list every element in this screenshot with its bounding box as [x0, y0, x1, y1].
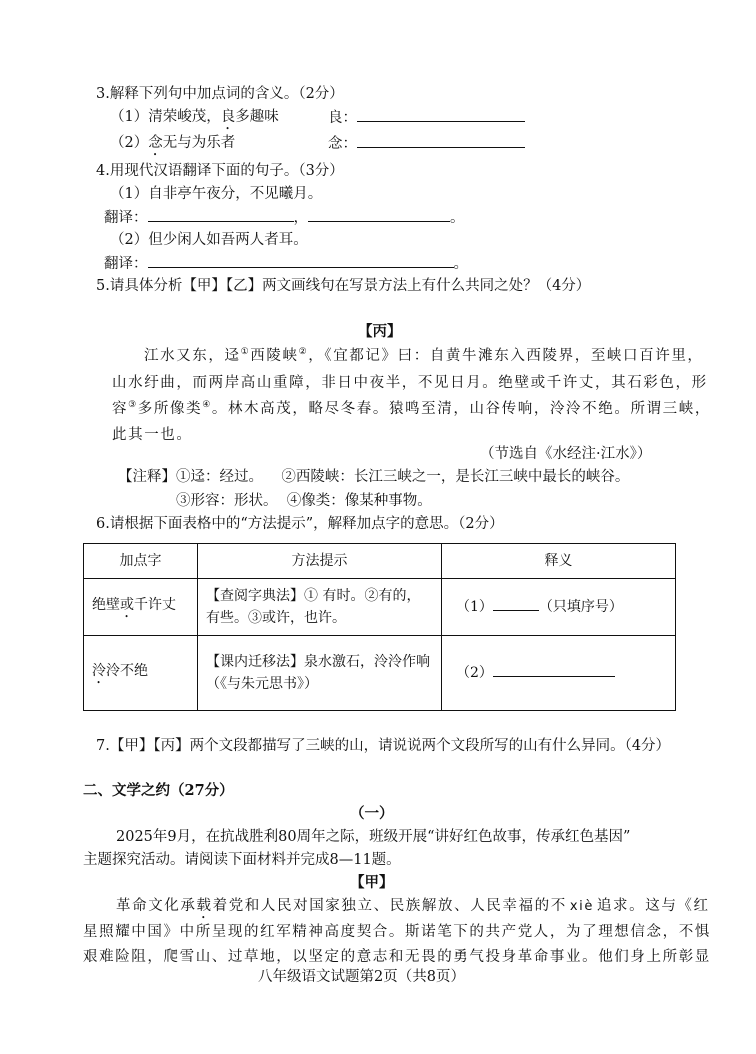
bing-note-line-2: ③形容：形状。 ④像类：像某种事物。 [176, 493, 432, 509]
q3-title: 3.解释下列句中加点词的含义。（2分） [96, 86, 344, 102]
q3-answer-1[interactable] [328, 107, 525, 128]
table-cell-word [84, 636, 198, 711]
q4-item-1: （1）自非亭午夜分，不见曦月。 [110, 186, 323, 202]
table-cell-word [84, 579, 198, 636]
jia-paragraph-line-3: 艰难险阻，爬雪山、过草地，以坚定的意志和无畏的勇气投身革命事业。他们身上所彰显 [83, 949, 711, 965]
q3-answer-2[interactable] [328, 133, 525, 154]
answer-label: （1） [456, 599, 493, 615]
bing-text-1b: 西陵峡 [250, 348, 299, 364]
table-header-hint: 方法提示 [198, 544, 442, 579]
bing-text-3c: 。林木高茂，略尽冬春。猿鸣至清，山谷传响，泠泠不绝。所谓三峡， [211, 401, 711, 417]
dot-word: 或 [120, 596, 134, 613]
table-row [84, 636, 676, 711]
bing-text-1a: 江水又东，迳 [144, 348, 241, 364]
bing-paragraph-line-4: 此其一也。 [112, 427, 193, 443]
q4-answer-2[interactable] [104, 253, 468, 274]
bing-source: （节选自《水经注·江水》） [480, 446, 652, 462]
table-header-word: 加点字 [84, 544, 198, 579]
word-post: 泠不绝 [106, 662, 148, 679]
table-row [84, 579, 676, 636]
section-2-subheading: （一） [350, 805, 394, 822]
q4-answer-1-period: 。 [450, 210, 465, 226]
bing-text-3a: 容 [112, 401, 129, 417]
q3-item-1-post: 多趣味 [235, 109, 279, 125]
method-table [83, 543, 676, 711]
q6-title: 6.请根据下面表格中的“方法提示”，解释加点字的意思。（2分） [96, 516, 504, 532]
table-header-row [84, 544, 676, 579]
q3-item-1-dot-word: 良 [220, 109, 236, 125]
q3-item-2 [110, 133, 235, 159]
q4-answer-2-period: 。 [453, 256, 468, 272]
q3-answer-2-blank[interactable] [357, 133, 525, 148]
q4-answer-2-blank[interactable] [148, 253, 454, 268]
jia-text-1a: 革命文化承 [116, 898, 197, 914]
q3-item-1-pre: （1）清荣峻茂， [110, 109, 221, 125]
footnote-mark-1: ① [240, 347, 251, 358]
table-header-meaning: 释义 [442, 544, 676, 579]
section-2-intro-line-1: 2025年9月，在抗战胜利80周年之际，班级开展“讲好红色故事，传承红色基因” [116, 829, 631, 845]
footnote-mark-3: ③ [128, 400, 138, 411]
q4-answer-2-label: 翻译： [104, 256, 148, 272]
footnote-mark-2: ② [298, 347, 309, 358]
table-cell-answer[interactable] [442, 636, 676, 711]
q3-answer-2-label: 念： [328, 136, 357, 152]
table-cell-answer[interactable] [442, 579, 676, 636]
q4-answer-1-label: 翻译： [104, 210, 148, 226]
jia-heading: 【甲】 [350, 874, 394, 891]
page-footer: 八年级语文试题第2页（共8页） [258, 969, 465, 985]
answer-blank-2[interactable] [493, 662, 615, 677]
table-cell-hint: 【查阅字典法】① 有时。②有的，有些。③或许，也许。 [198, 579, 442, 636]
bing-heading: 【丙】 [358, 323, 402, 340]
q3-answer-1-label: 良： [328, 110, 357, 126]
section-2-heading: 二、文学之约（27分） [83, 782, 234, 799]
bing-text-1c: ，《宜都记》曰：自黄牛滩东入西陵界，至峡口百许里， [308, 348, 704, 364]
jia-text-1c: 追求。这与《红 [596, 898, 710, 914]
q3-item-2-pre: （2） [110, 135, 149, 151]
answer-hint: （只填序号） [538, 599, 623, 615]
q4-title: 4.用现代汉语翻译下面的句子。（3分） [96, 163, 344, 179]
bing-note-line-1: 【注释】①迳：经过。 ②西陵峡：长江三峡之一，是长江三峡中最长的峡谷。 [118, 469, 630, 485]
bing-paragraph-line-2: 山水纡曲，而两岸高山重障，非日中夜半，不见日月。绝壁或千许丈，其石彩色，形 [112, 375, 708, 391]
q7-title: 7.【甲】【丙】两个文段都描写了三峡的山，请说说两个文段所写的山有什么异同。（4分） [96, 738, 671, 754]
q4-answer-1-comma: ， [293, 210, 308, 226]
jia-pinyin: xiè [569, 899, 594, 914]
jia-dot-word: 载 [196, 898, 213, 914]
answer-label: （2） [456, 665, 493, 681]
bing-paragraph-line-1 [144, 346, 704, 366]
section-2-intro-line-2: 主题探究活动。请阅读下面材料并完成8—11题。 [83, 852, 401, 868]
table-cell-hint: 【课内迁移法】泉水激石，泠泠作响（《与朱元思书》） [198, 636, 442, 711]
q3-item-1 [110, 107, 279, 133]
dot-word: 泠 [92, 662, 106, 679]
jia-text-1b: 着党和人民对国家独立、民族解放、人民幸福的不 [212, 898, 567, 914]
q5-title: 5.请具体分析【甲】【乙】两文画线句在写景方法上有什么共同之处？（4分） [96, 278, 591, 294]
answer-blank-1[interactable] [493, 596, 539, 611]
jia-paragraph-line-2: 星照耀中国》中所呈现的红军精神高度契合。斯诺笔下的共产党人，为了理想信念，不惧 [83, 924, 711, 940]
q4-item-2: （2）但少闲人如吾两人者耳。 [110, 232, 308, 248]
q4-answer-1[interactable] [104, 207, 465, 228]
q4-answer-1-blank-b[interactable] [308, 207, 450, 222]
q3-item-2-dot-word: 念 [148, 135, 163, 151]
q3-item-2-post: 无与为乐者 [162, 135, 236, 151]
word-post: 千许丈 [134, 596, 176, 613]
word-pre: 绝壁 [92, 596, 120, 613]
footnote-mark-4: ④ [202, 400, 212, 411]
bing-text-3b: 多所像类 [137, 401, 203, 417]
bing-paragraph-line-3 [112, 399, 711, 419]
q3-answer-1-blank[interactable] [357, 107, 525, 122]
jia-paragraph-line-1 [116, 896, 710, 922]
q4-answer-1-blank-a[interactable] [148, 207, 294, 222]
